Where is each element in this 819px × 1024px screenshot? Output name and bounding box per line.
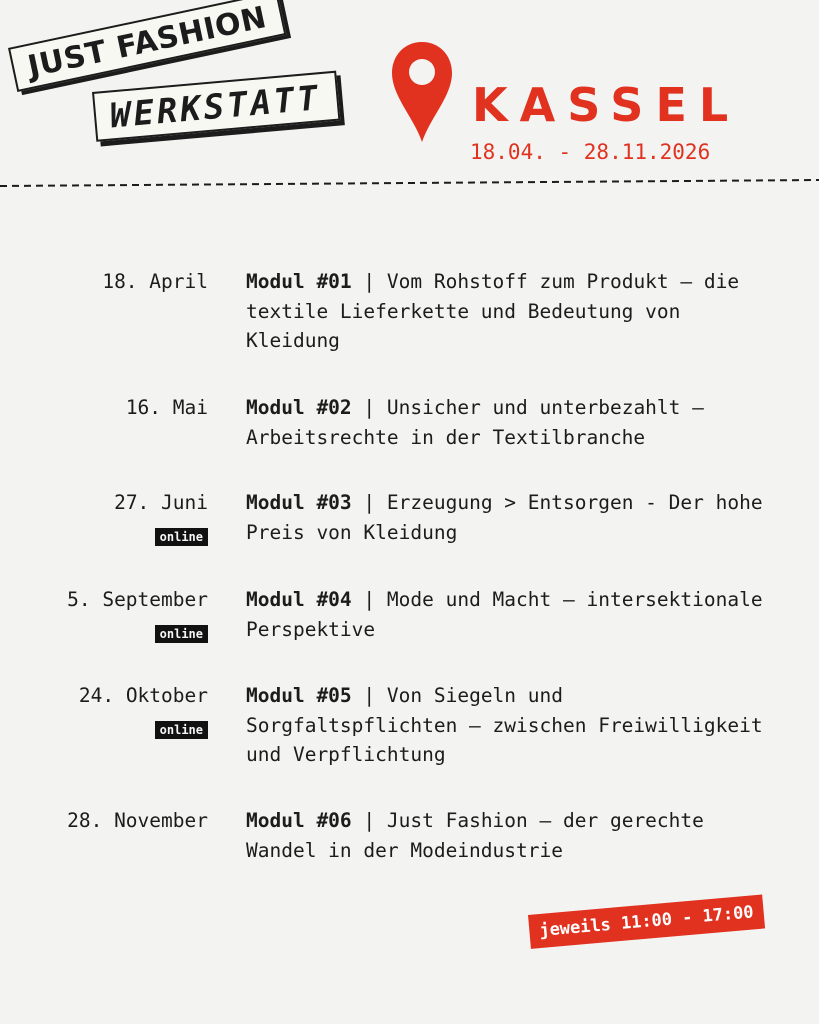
module-date: 5. September xyxy=(67,588,208,611)
opening-hours-label: jeweils 11:00 - 17:00 xyxy=(528,895,765,949)
module-date: 16. Mai xyxy=(125,396,208,419)
module-number: Modul #05 xyxy=(246,684,352,707)
date-range: 18.04. - 28.11.2026 xyxy=(470,140,711,164)
module-number: Modul #02 xyxy=(246,396,352,419)
module-number: Modul #06 xyxy=(246,809,352,832)
module-date: 27. Juni xyxy=(114,491,208,514)
module-date: 24. Oktober xyxy=(78,684,208,707)
module-title: | Erzeugung > Entsorgen - Der hohe Preis von Kleidung xyxy=(246,491,763,544)
module-description xyxy=(246,585,766,644)
logo-subtitle: WERKSTATT xyxy=(92,71,341,142)
module-description xyxy=(246,806,766,865)
module-number: Modul #04 xyxy=(246,588,352,611)
online-badge: online xyxy=(155,625,208,643)
module-description xyxy=(246,267,766,356)
online-badge: online xyxy=(155,721,208,739)
module-date: 28. November xyxy=(67,809,208,832)
module-description xyxy=(246,488,766,547)
module-description xyxy=(246,681,766,770)
logo-title: JUST FASHION xyxy=(8,0,286,92)
dashed-divider xyxy=(0,176,819,192)
module-number: Modul #03 xyxy=(246,491,352,514)
location-pin-icon xyxy=(390,40,454,144)
module-number: Modul #01 xyxy=(246,270,352,293)
logo xyxy=(0,0,340,180)
module-title: | Vom Rohstoff zum Produkt – die textile Lieferkette und Bedeutung von Kleidung xyxy=(246,270,740,352)
module-title: | Just Fashion – der gerechte Wandel in der Modeindustrie xyxy=(246,809,704,862)
city-name: KASSEL xyxy=(472,78,741,132)
module-title: | Von Siegeln und Sorgfaltspflichten – zwischen Freiwilligkeit und Verpflichtung xyxy=(246,684,763,766)
module-description xyxy=(246,393,766,452)
online-badge: online xyxy=(155,528,208,546)
module-title: | Mode und Macht – intersektionale Perspektive xyxy=(246,588,763,641)
module-date: 18. April xyxy=(102,270,208,293)
module-title: | Unsicher und unterbezahlt – Arbeitsrechte in der Textilbranche xyxy=(246,396,704,449)
